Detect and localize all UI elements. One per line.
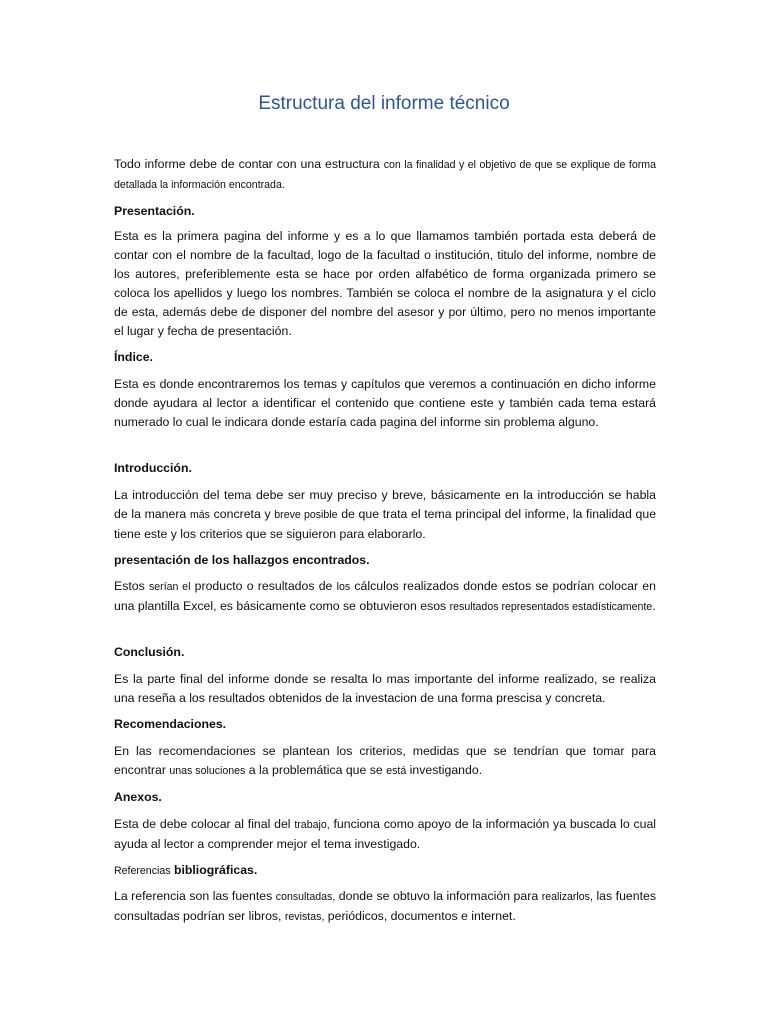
section-heading-anexos: Anexos. (114, 790, 162, 804)
intro-bold-text: Todo informe debe de contar con una estructura (114, 157, 380, 171)
body-text: serían el (148, 581, 191, 593)
section-heading-introduccion: Introducción. (114, 461, 192, 475)
body-text: unas soluciones (169, 765, 246, 777)
body-text: La introducción del tema debe ser muy preciso y breve, básicamente en la introducción se habla de la manera (114, 488, 656, 521)
section-heading-recomendaciones: Recomendaciones. (114, 717, 227, 731)
section-body-conclusion: Es la parte final del informe donde se resalta lo mas importante del informe realizado, se realiza una reseña a los resultados obtenidos de la investacion de una forma prescisa y concreta. (114, 672, 656, 705)
body-text: más (189, 509, 210, 521)
body-text: los (336, 581, 351, 593)
body-text: Estos (114, 579, 145, 593)
body-text: de que trata el tema principal del informe, la finalidad que tiene este y los criterios que se siguieron para elaborarlo. (114, 507, 657, 541)
section-heading-indice: Índice. (114, 350, 153, 364)
section-body-introduccion (114, 486, 656, 544)
section-body-anexos (114, 815, 656, 854)
section-body-recomendaciones (114, 742, 656, 781)
intro-light-text: con la finalidad y el objetivo de que se explique de forma detallada la información encontrada. (114, 159, 656, 191)
body-text: breve posible (274, 509, 338, 521)
body-text: donde se obtuvo la información para (338, 889, 539, 903)
body-text: producto o resultados de (194, 579, 333, 593)
document-title: Estructura del informe técnico (258, 93, 510, 114)
section-heading-referencias (114, 861, 656, 881)
section-body-hallazgos (114, 577, 656, 617)
section-heading-hallazgos: presentación de los hallazgos encontrados. (114, 553, 370, 567)
section-body-indice: Esta es donde encontraremos los temas y capítulos que veremos a continuación en dicho informe donde ayudara al lector a identificar el contenido que contiene este y también cada tema estará numerado lo cual le indicara donde estaría cada pagina del informe sin problema alguno. (114, 377, 656, 429)
body-text: consultadas, (275, 891, 336, 903)
section-heading-conclusion: Conclusión. (114, 645, 185, 659)
body-text: está (386, 765, 407, 777)
body-text: las fuentes consultadas podrían ser libros, (114, 889, 656, 923)
section-body-referencias (114, 887, 656, 927)
heading-small-text: Referencias (114, 865, 171, 877)
body-text: realizarlos, (541, 891, 593, 903)
heading-text: bibliográficas. (173, 863, 258, 877)
body-text: a la problemática que se (248, 763, 383, 777)
body-text: cálculos realizados donde estos se podrían colocar en una plantilla Excel, es básicamente como se obtuvieron esos (114, 579, 656, 613)
body-text: Esta de debe colocar al final del (114, 817, 291, 831)
section-body-presentacion: Esta es la primera pagina del informe y es a lo que llamamos también portada esta deberá de contar con el nombre de la facultad, logo de la facultad o institución, titulo del informe, nombre de los autores, preferiblemente esta se hace por orden alfabético de forma organizada primero se coloca los apellidos y luego los nombres. También se coloca el nombre de la asignatura y el ciclo de esta, además debe de disponer del nombre del asesor y por último, pero no menos importante el lugar y fecha de presentación. (114, 229, 656, 338)
body-text: funciona como apoyo de la información ya buscada lo cual ayuda al lector a comprender mejor el tema investigado. (114, 817, 657, 851)
body-text: . (652, 599, 656, 613)
section-heading-presentacion: Presentación. (114, 204, 195, 218)
body-text: resultados representados estadísticamente (449, 601, 653, 613)
body-text: investigando. (409, 763, 483, 777)
intro-paragraph (114, 155, 656, 195)
body-text: revistas, (284, 911, 325, 923)
body-text: La referencia son las fuentes (114, 889, 273, 903)
body-text: En las recomendaciones se plantean los criterios, medidas que se tendrían que tomar para encontrar (114, 744, 656, 777)
body-text: periódicos, documentos e internet. (327, 909, 516, 923)
body-text: trabajo, (294, 819, 330, 831)
body-text: concreta y (213, 507, 271, 521)
